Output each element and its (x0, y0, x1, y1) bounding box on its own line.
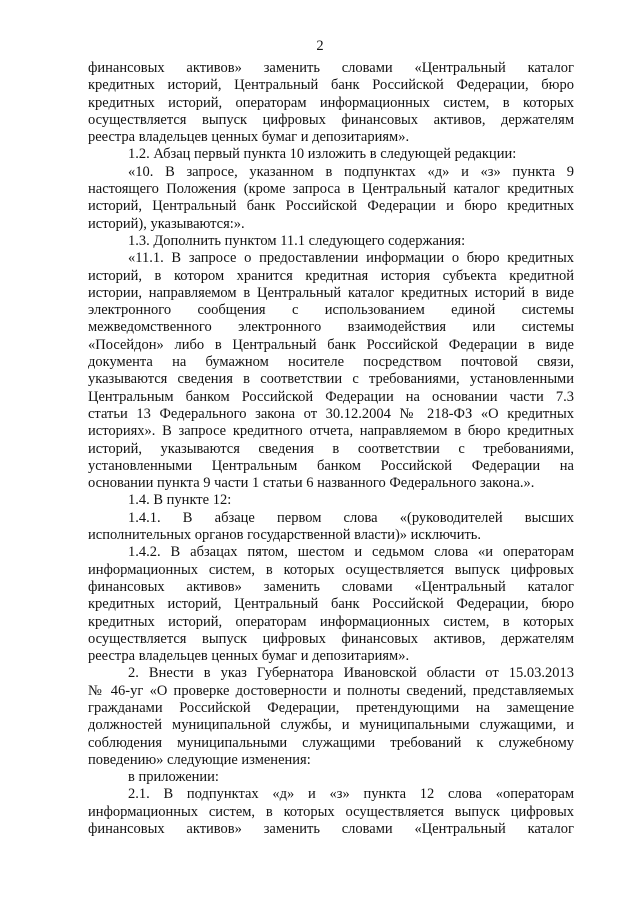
text-line: реестра владельцев ценных бумаг и депозитариям». (88, 648, 410, 665)
text-line: историй), указываются:». (88, 215, 245, 232)
text-line: исполнительных органов государственной власти)» исключить. (88, 527, 482, 544)
text-line: 1.4.2. В абзацах пятом, шестом и седьмом слова «и операторам (128, 544, 574, 561)
text-line: осуществляется выпуск цифровых финансовых активов, держателям (88, 111, 574, 128)
text-line: кредитных историй, операторам информационных систем, в которых (88, 613, 574, 630)
text-line: соблюдения муниципальными служащими требований к служебному (88, 734, 574, 751)
text-line: основании пункта 9 части 1 статьи 6 названного Федерального закона.». (88, 475, 535, 492)
text-line: должностей муниципальной службы, и муниципальными служащими, и (88, 717, 574, 734)
text-line: установленными Центральным банком Российской Федерации на (88, 457, 574, 474)
text-line: в приложении: (128, 769, 219, 786)
text-line: историях». В запросе кредитного отчета, направляемом в бюро кредитных (88, 423, 574, 440)
text-line: кредитных историй, операторам информационных систем, в которых (88, 94, 574, 111)
text-line: 1.4.1. В абзаце первом слова «(руководителей высших (128, 509, 574, 526)
text-line: финансовых активов» заменить словами «Центральный каталог (88, 60, 574, 76)
text-line: «Посейдон» либо в Центральный банк Российской Федерации в виде (88, 336, 574, 353)
text-line: «10. В запросе, указанном в подпунктах «д» и «з» пункта 9 (128, 163, 574, 180)
text-line: статьи 13 Федерального закона от 30.12.2004 № 218-ФЗ «О кредитных (88, 405, 574, 422)
text-line: 2. Внести в указ Губернатора Ивановской области от 15.03.2013 (128, 665, 574, 682)
text-line: гражданами Российской Федерации, претендующими на замещение (88, 699, 574, 716)
text-line: кредитных историй, Центральный банк Российской Федерации, бюро (88, 596, 574, 613)
text-line: историй, указываются сведения в соответствии с требованиями, (88, 440, 574, 457)
page-number: 2 (316, 38, 324, 54)
text-line: истории, направляемом в Центральный каталог кредитных историй в виде (88, 284, 574, 301)
text-line: № 46-уг «О проверке достоверности и полноты сведений, представляемых (88, 682, 574, 699)
text-line: осуществляется выпуск цифровых финансовых активов, держателям (88, 630, 574, 647)
text-line: информационных систем, в которых осуществляется выпуск цифровых (88, 561, 574, 578)
text-line: информационных систем, в которых осуществляется выпуск цифровых (88, 803, 574, 820)
text-line: историй, в котором хранится кредитная история субъекта кредитной (88, 267, 574, 284)
document-body (88, 60, 574, 838)
text-line: документа на бумажном носителе посредством почтовой связи, (88, 354, 574, 371)
text-line: настоящего Положения (кроме запроса в Центральный каталог кредитных (88, 181, 574, 198)
text-line: поведению» следующие изменения: (88, 751, 311, 768)
text-line: историй, Центральный банк Российской Федерации и бюро кредитных (88, 198, 574, 215)
text-line: 1.4. В пункте 12: (128, 492, 232, 509)
text-line: финансовых активов» заменить словами «Центральный каталог (88, 578, 574, 595)
text-line: Центральным банком Российской Федерации на основании части 7.3 (88, 388, 574, 405)
text-line: указываются сведения в соответствии с требованиями, установленными (88, 371, 574, 388)
text-line: 2.1. В подпунктах «д» и «з» пункта 12 слова «операторам (128, 786, 574, 803)
text-line: межведомственного электронного взаимодействия или системы (88, 319, 574, 336)
text-line: 1.2. Абзац первый пункта 10 изложить в следующей редакции: (128, 146, 517, 163)
text-line: электронного сообщения с использованием единой системы (88, 302, 574, 319)
text-line: кредитных историй, Центральный банк Российской Федерации, бюро (88, 77, 574, 94)
text-line: финансовых активов» заменить словами «Центральный каталог (88, 821, 574, 838)
text-line: 1.3. Дополнить пунктом 11.1 следующего содержания: (128, 232, 466, 249)
text-line: «11.1. В запросе о предоставлении информации о бюро кредитных (128, 250, 574, 267)
text-line: реестра владельцев ценных бумаг и депозитариям». (88, 129, 410, 146)
